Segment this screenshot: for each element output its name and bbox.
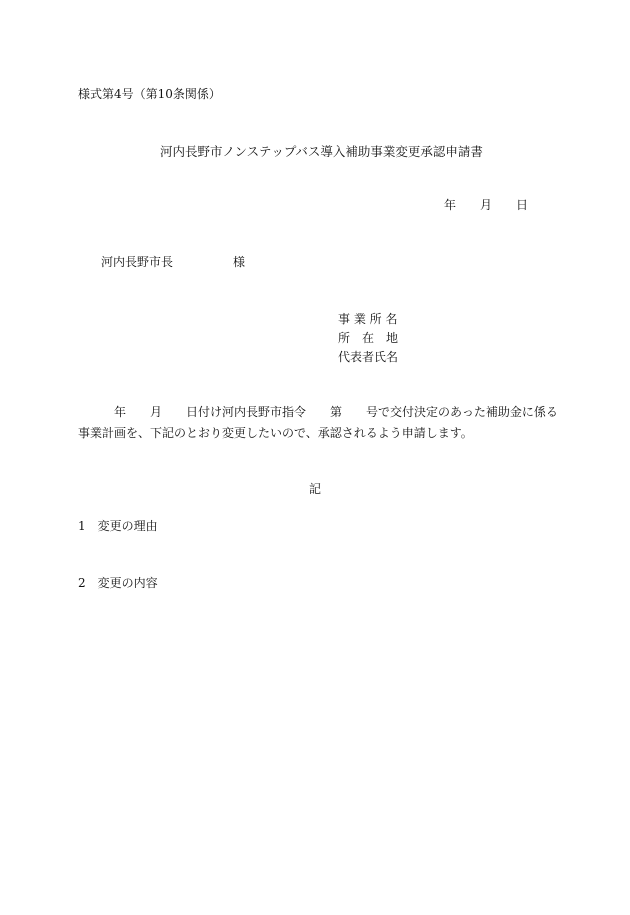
date-line: 年 月 日 [444,198,529,212]
item-reason: 1 変更の理由 [78,519,158,533]
body-line-2: 事業計画を、下記のとおり変更したいので、承認されるよう申請します。 [78,426,473,440]
ki-heading: 記 [309,482,322,496]
document-title: 河内長野市ノンステップバス導入補助事業変更承認申請書 [160,144,483,159]
body-line-1: 年 月 日付け河内長野市指令 第 号で交付決定のあった補助金に係る [78,405,558,419]
item-content: 2 変更の内容 [78,576,158,590]
form-number: 様式第4号（第10条関係） [78,87,221,101]
sender-address-label: 所 在 地 [338,331,399,345]
sender-company-label: 事 業 所 名 [338,312,398,326]
sender-representative-label: 代表者氏名 [338,350,399,364]
recipient: 河内長野市長 様 [101,255,246,269]
